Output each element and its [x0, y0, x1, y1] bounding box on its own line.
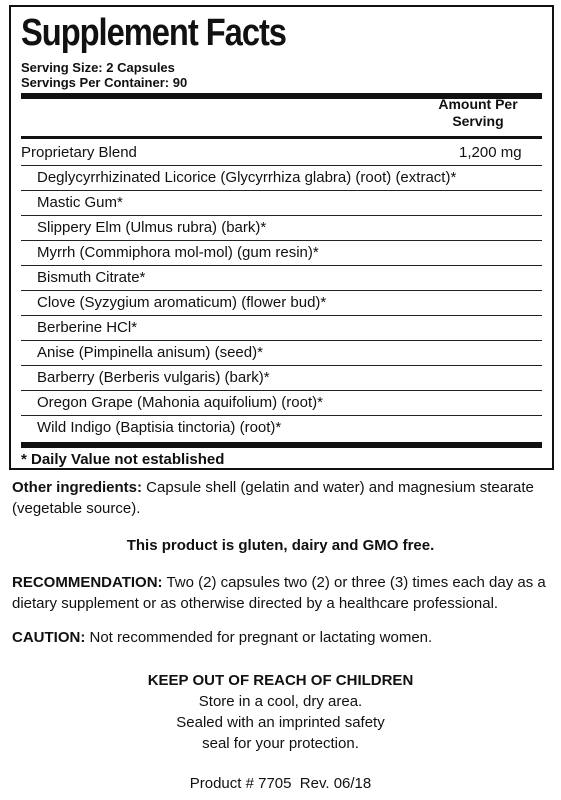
- thick-divider-bottom: [21, 442, 542, 448]
- amount-header-line1: Amount Per: [438, 96, 518, 112]
- recommendation-text: Two (2) capsules two (2) or three (3) times each day as a dietary supplement or as otherwise directed by a healthcare professional.: [12, 574, 546, 612]
- blend-name: Proprietary Blend: [21, 144, 137, 161]
- ingredient-row: [21, 241, 542, 266]
- caution-text: Not recommended for pregnant or lactating women.: [85, 629, 433, 646]
- amount-per-serving-header: [418, 96, 538, 130]
- storage-line-2: Sealed with an imprinted safety: [176, 714, 385, 731]
- ingredient-row: [21, 316, 542, 341]
- caution-label: CAUTION:: [12, 629, 86, 646]
- medium-divider: [21, 136, 542, 139]
- supplement-facts-panel: [9, 5, 554, 470]
- ingredient-row: [21, 366, 542, 391]
- panel-title: Supplement Facts: [21, 12, 286, 54]
- ingredient-name: Berberine HCl*: [37, 319, 138, 336]
- serving-size: Serving Size: 2 Capsules: [21, 60, 175, 75]
- blend-amount: 1,200 mg: [459, 144, 522, 161]
- ingredient-name: Barberry (Berberis vulgaris) (bark)*: [37, 369, 270, 386]
- storage-heading: KEEP OUT OF REACH OF CHILDREN: [147, 672, 414, 689]
- other-ingredients: [12, 477, 552, 519]
- ingredient-row: [21, 266, 542, 291]
- storage-line-3: seal for your protection.: [202, 735, 359, 752]
- ingredient-name: Anise (Pimpinella anisum) (seed)*: [37, 344, 263, 361]
- recommendation: [12, 572, 552, 614]
- amount-header-line2: Serving: [452, 113, 504, 129]
- other-ingredients-label: Other ingredients:: [12, 479, 143, 496]
- free-from-statement: This product is gluten, dairy and GMO free.: [126, 537, 435, 554]
- ingredient-row: [21, 166, 542, 191]
- other-ingredients-text: Capsule shell (gelatin and water) and magnesium stearate (vegetable source).: [12, 479, 534, 517]
- ingredient-row: [21, 391, 542, 416]
- blend-row: [21, 141, 542, 166]
- ingredient-row: [21, 416, 542, 440]
- ingredient-row: [21, 191, 542, 216]
- ingredient-row: [21, 341, 542, 366]
- storage-line-1: Store in a cool, dry area.: [198, 693, 363, 710]
- ingredient-name: Bismuth Citrate*: [37, 269, 146, 286]
- recommendation-label: RECOMMENDATION:: [12, 574, 163, 591]
- ingredient-name: Deglycyrrhizinated Licorice (Glycyrrhiza glabra) (root) (extract)*: [37, 169, 457, 186]
- ingredient-name: Myrrh (Commiphora mol-mol) (gum resin)*: [37, 244, 319, 261]
- ingredient-row: [21, 291, 542, 316]
- ingredient-name: Slippery Elm (Ulmus rubra) (bark)*: [37, 219, 267, 236]
- ingredient-name: Oregon Grape (Mahonia aquifolium) (root)*: [37, 394, 323, 411]
- ingredient-name: Clove (Syzygium aromaticum) (flower bud)*: [37, 294, 327, 311]
- ingredient-name: Wild Indigo (Baptisia tinctoria) (root)*: [37, 419, 282, 436]
- ingredient-row: [21, 216, 542, 241]
- ingredient-name: Mastic Gum*: [37, 194, 123, 211]
- product-number: Product # 7705 Rev. 06/18: [189, 775, 372, 792]
- daily-value-note: * Daily Value not established: [21, 451, 225, 468]
- caution: [12, 627, 552, 648]
- servings-per-container: Servings Per Container: 90: [21, 75, 188, 90]
